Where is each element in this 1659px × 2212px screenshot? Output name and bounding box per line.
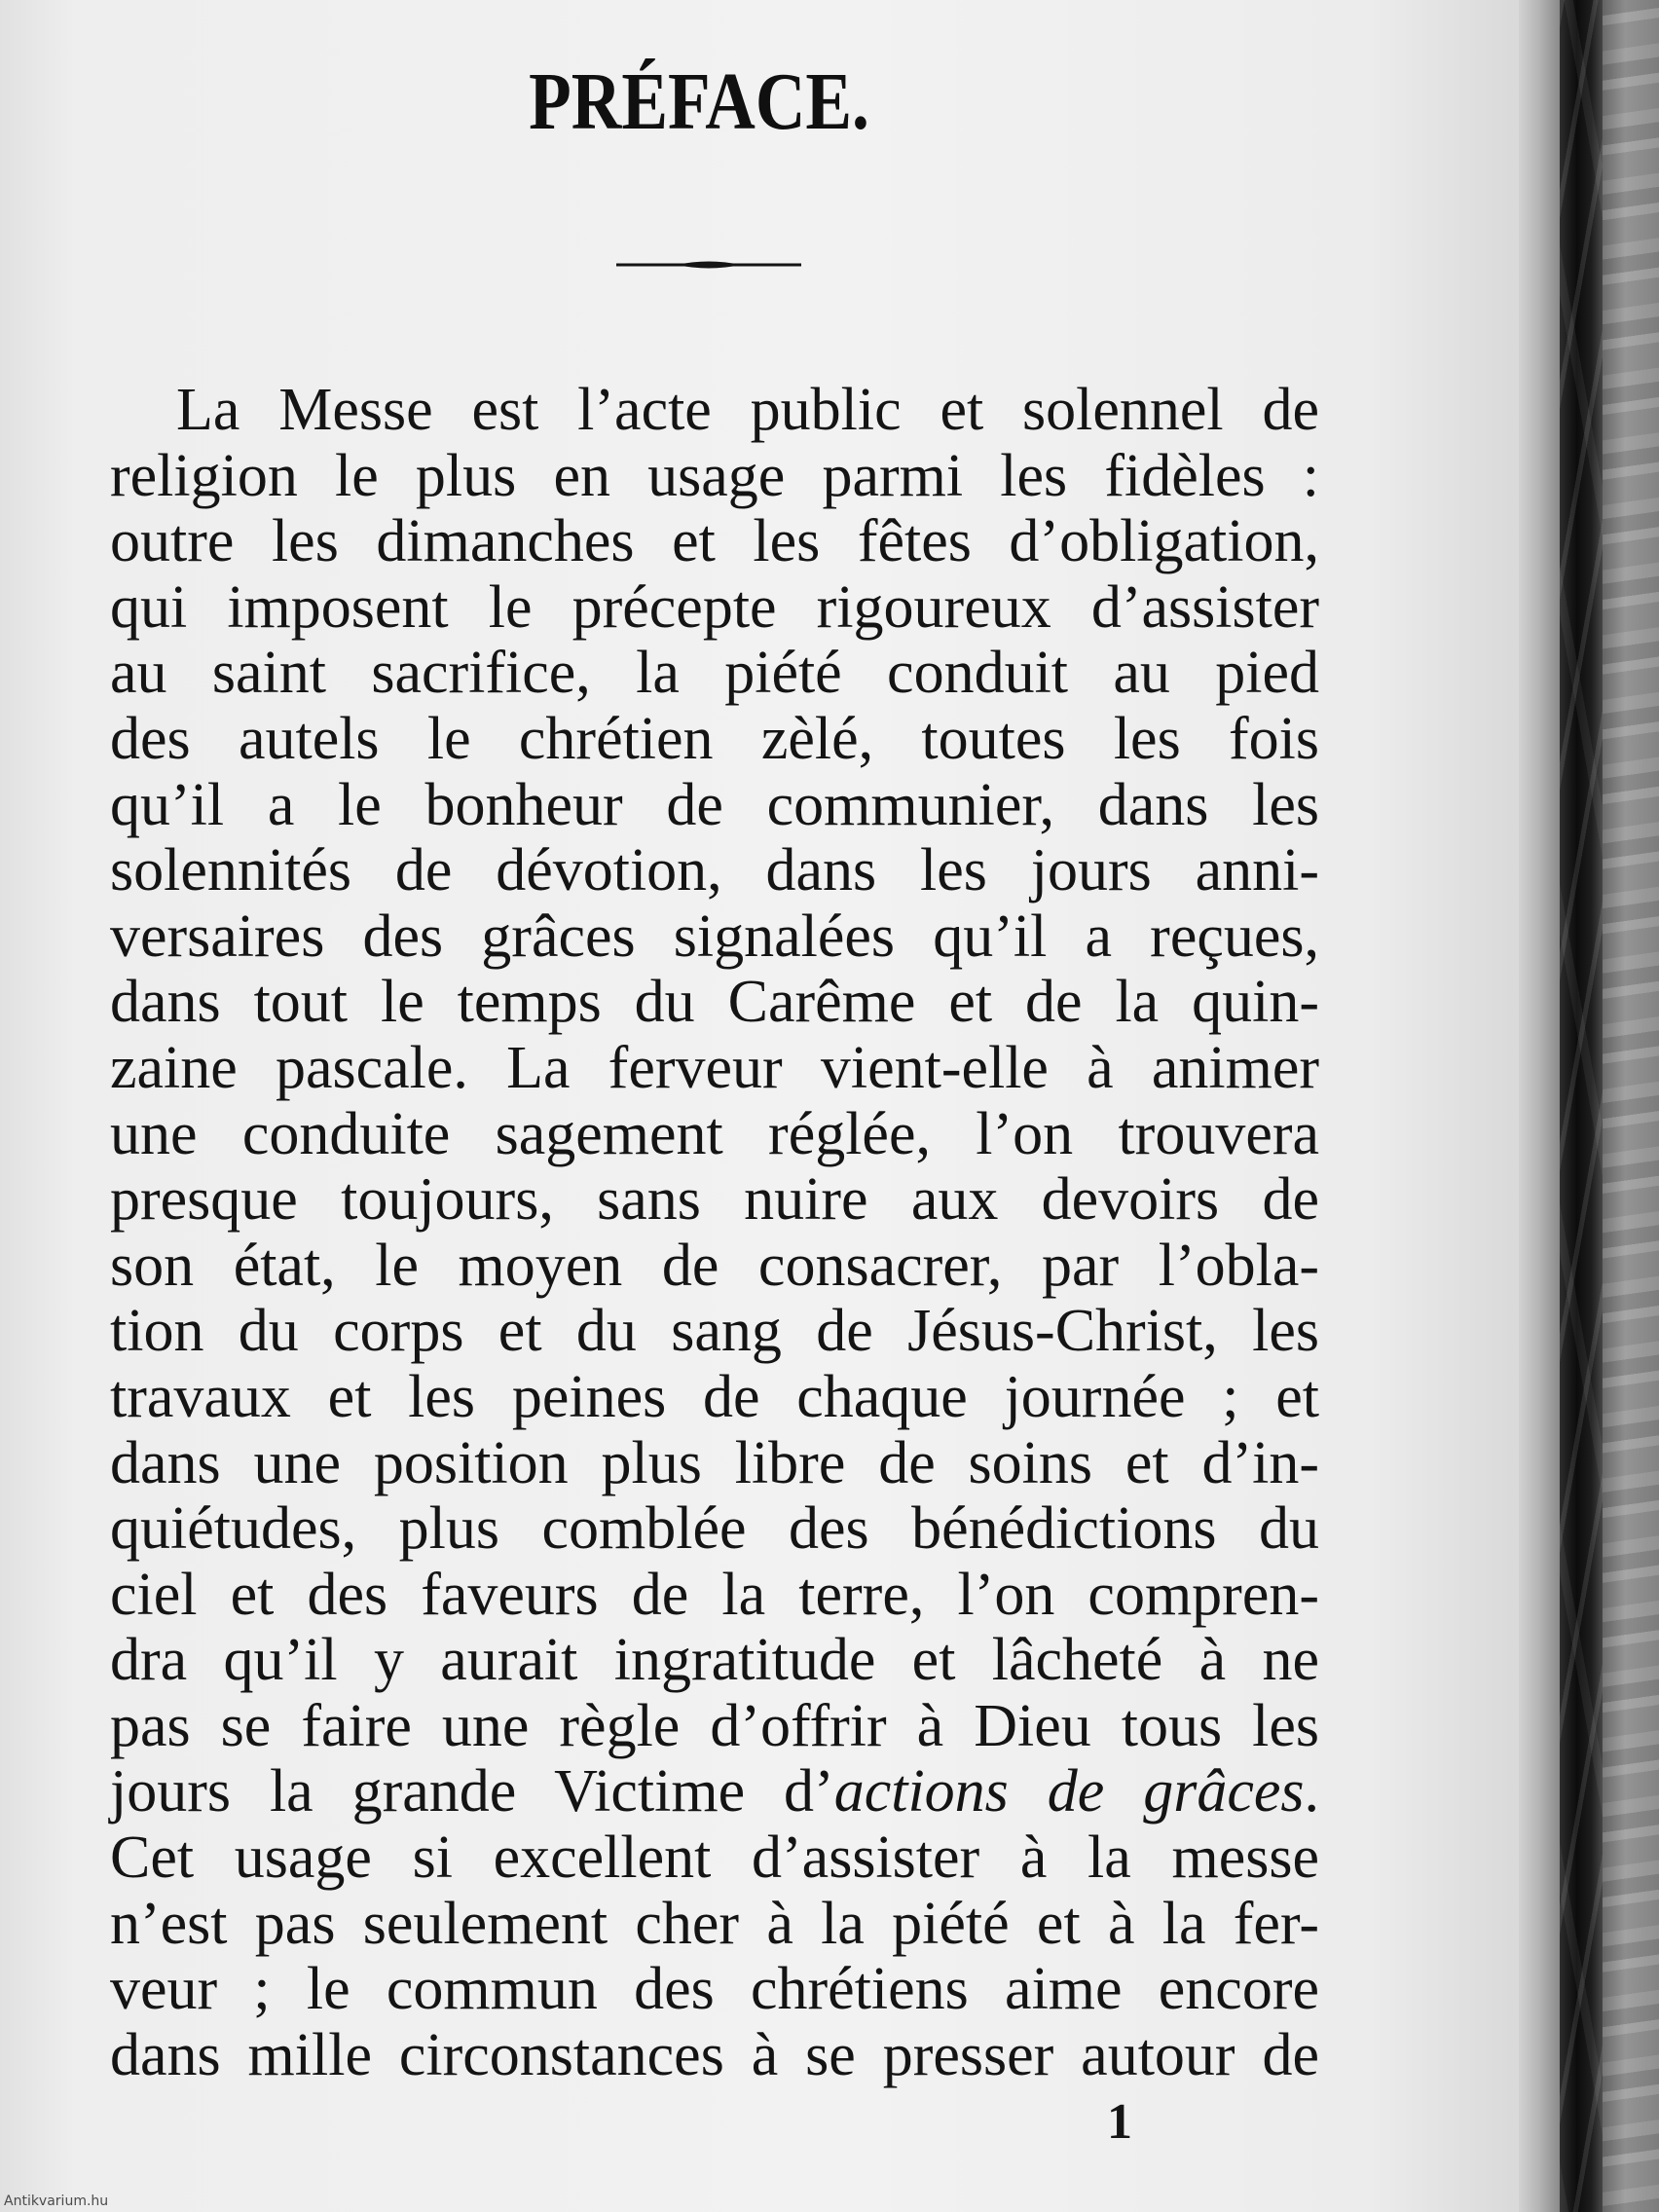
text-line-with-italic — [110, 1759, 1319, 1825]
text-line: des autels le chrétien zèlé, toutes les fois — [110, 705, 1319, 772]
text-line: veur ; le commun des chrétiens aime encore — [110, 1956, 1319, 2023]
text-line: outre les dimanches et les fêtes d’obligation, — [110, 508, 1319, 575]
text-line: pas se faire une règle d’offrir à Dieu tous les — [110, 1692, 1319, 1759]
text-line: dans mille circonstances à se presser autour de — [110, 2021, 1319, 2088]
text-line: Cet usage si excellent d’assister à la messe — [110, 1825, 1319, 1892]
ornament-rule — [616, 257, 801, 273]
text-line: travaux et les peines de chaque journée ; et — [110, 1363, 1319, 1430]
text-line: n’est pas seulement cher à la piété et à la fer- — [110, 1890, 1319, 1957]
text-line: une conduite sagement réglée, l’on trouvera — [110, 1100, 1319, 1167]
text-line: au saint sacrifice, la piété conduit au pied — [110, 640, 1319, 707]
text-line: presque toujours, sans nuire aux devoirs de — [110, 1166, 1319, 1234]
text-segment: . — [1304, 1758, 1319, 1825]
text-line: dra qu’il y aurait ingratitude et lâcheté à ne — [110, 1627, 1319, 1694]
book-cover-edge — [1560, 0, 1603, 2212]
text-line: son état, le moyen de consacrer, par l’obla- — [110, 1232, 1319, 1299]
body-text — [110, 378, 1319, 2088]
text-line: qui imposent le précepte rigoureux d’assister — [110, 573, 1319, 641]
background-surface — [1603, 0, 1659, 2212]
text-line: dans tout le temps du Carême et de la quin- — [110, 969, 1319, 1036]
page-stack-edge — [1519, 0, 1560, 2212]
text-line: solennités de dévotion, dans les jours anni- — [110, 837, 1319, 904]
text-line: religion le plus en usage parmi les fidèles : — [110, 442, 1319, 509]
text-line: dans une position plus libre de soins et d’in- — [110, 1429, 1319, 1496]
page-number: 1 — [1107, 2094, 1132, 2150]
text-line: tion du corps et du sang de Jésus-Christ, les — [110, 1298, 1319, 1365]
watermark: Antikvarium.hu — [4, 2194, 109, 2209]
text-line: ciel et des faveurs de la terre, l’on compren- — [110, 1561, 1319, 1628]
italic-phrase: actions de grâces — [833, 1758, 1305, 1825]
text-line: qu’il a le bonheur de communier, dans les — [110, 771, 1319, 838]
text-line: versaires des grâces signalées qu’il a reçues, — [110, 903, 1319, 970]
text-line: quiétudes, plus comblée des bénédictions du — [110, 1495, 1319, 1563]
page-title: PRÉFACE. — [529, 56, 869, 147]
text-segment: jours la grande Victime d’ — [110, 1758, 834, 1825]
text-line: zaine pascale. La ferveur vient-elle à animer — [110, 1034, 1319, 1101]
text-line: La Messe est l’acte public et solennel de — [176, 377, 1319, 443]
